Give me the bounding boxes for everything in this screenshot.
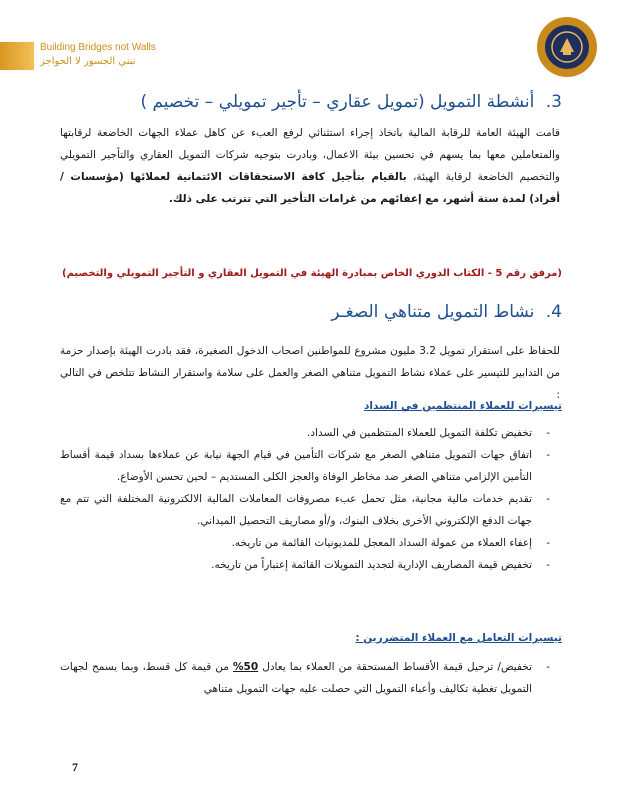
section-4-title: نشاط التمويل متناهي الصغـر xyxy=(331,302,535,322)
section-3-text: قامت الهيئة العامة للرقابة المالية باتخاذ إجراء استثنائي لرفع العبء عن كاهل عملاء الجهات الخاضعة لرقابتها والمتعاملين معها بما يسهم في تحسين بيئة الاعمال، وبادرت بتوجيه شركات التمويل العقاري والتأجير التمويلي والتخصيم الخاضعة لرقابة الهيئة، xyxy=(60,127,561,183)
section-3-number: 3. xyxy=(545,92,562,112)
list-item: - تخفيض/ ترحيل قيمة الأقساط المستحقة من العملاء بما يعادل 50% من قيمة كل قسط، وبما يسمح لجهات التمويل تغطية تكاليف وأعباء التمويل التي حصلت عليه جهات التمويل متناهي xyxy=(60,661,550,695)
section-3-heading xyxy=(140,92,562,112)
subsection-regular-clients-title: تيسيرات للعملاء المنتظمين في السداد xyxy=(364,400,562,412)
tagline-english: Building Bridges not Walls xyxy=(40,42,156,53)
affected-clients-list xyxy=(60,656,550,700)
fra-seal-logo xyxy=(536,16,598,78)
subsection-affected-clients-title: تيسيرات التعامل مع العملاء المتضررين : xyxy=(355,632,562,644)
section-3-paragraph xyxy=(60,122,560,210)
percentage-value: 50% xyxy=(233,661,259,673)
regular-clients-list xyxy=(60,422,550,576)
page-number: 7 xyxy=(72,760,78,774)
section-3-bold-text: بالقيام بتأجيل كافة الاستحقاقات الائتمانية لعملائها (مؤسسات / أفراد) لمدة ستة أشهر، مع إعفائهم من غرامات التأخير التي تترتب على ذلك. xyxy=(60,171,560,205)
list-item: - تخفيض تكلفة التمويل للعملاء المنتظمين في السداد. xyxy=(307,427,550,439)
header-accent-bar xyxy=(0,42,34,70)
section-4-intro: للحفاظ على استقرار تمويل 3.2 مليون مشروع للمواطنين اصحاب الدخول الصغيرة، فقد بادرت الهيئة بإصدار حزمة من التدابير للتيسير على عملاء نشاط التمويل متناهي الصغر والعمل على سلامة واستقرار النشاط تتلخص في التالي : xyxy=(60,345,560,401)
list-item: - اتفاق جهات التمويل متناهي الصغر مع شركات التأمين في قيام الجهة نيابة عن عملاءها بسداد قيمة أقساط التأمين الإلزامي متناهي الصغر ضد مخاطر الوفاة والعجز الكلى المستديم – لحين تحسن الأوضاع. xyxy=(60,449,550,483)
list-item: - تخفيض قيمة المصاريف الإدارية لتجديد التمويلات القائمة إعتباراً من تاريخه. xyxy=(211,559,550,571)
list-item: - تقديم خدمات مالية مجانية، مثل تحمل عبء مصروفات المعاملات المالية الالكترونية المختلفة التي تتم مع جهات الدفع الإلكتروني الأخرى بخلاف البنوك، و/أو مصاريف التحصيل الميداني. xyxy=(60,493,550,527)
section-3-title: أنشطة التمويل (تمويل عقاري – تأجير تمويلي – تخصيم ) xyxy=(140,92,535,112)
section-4-number: 4. xyxy=(545,302,562,322)
section-4-heading xyxy=(331,302,562,322)
list-item: - إعفاء العملاء من عمولة السداد المعجل للمديونيات القائمة من تاريخه. xyxy=(231,537,550,549)
annex-reference: (مرفق رقم 5 - الكتاب الدوري الخاص بمبادرة الهيئة في التمويل العقاري و التأجير التمويلي والتخصيم) xyxy=(62,268,562,279)
tagline-arabic: نبني الجسور لا الحواجز xyxy=(40,56,136,67)
